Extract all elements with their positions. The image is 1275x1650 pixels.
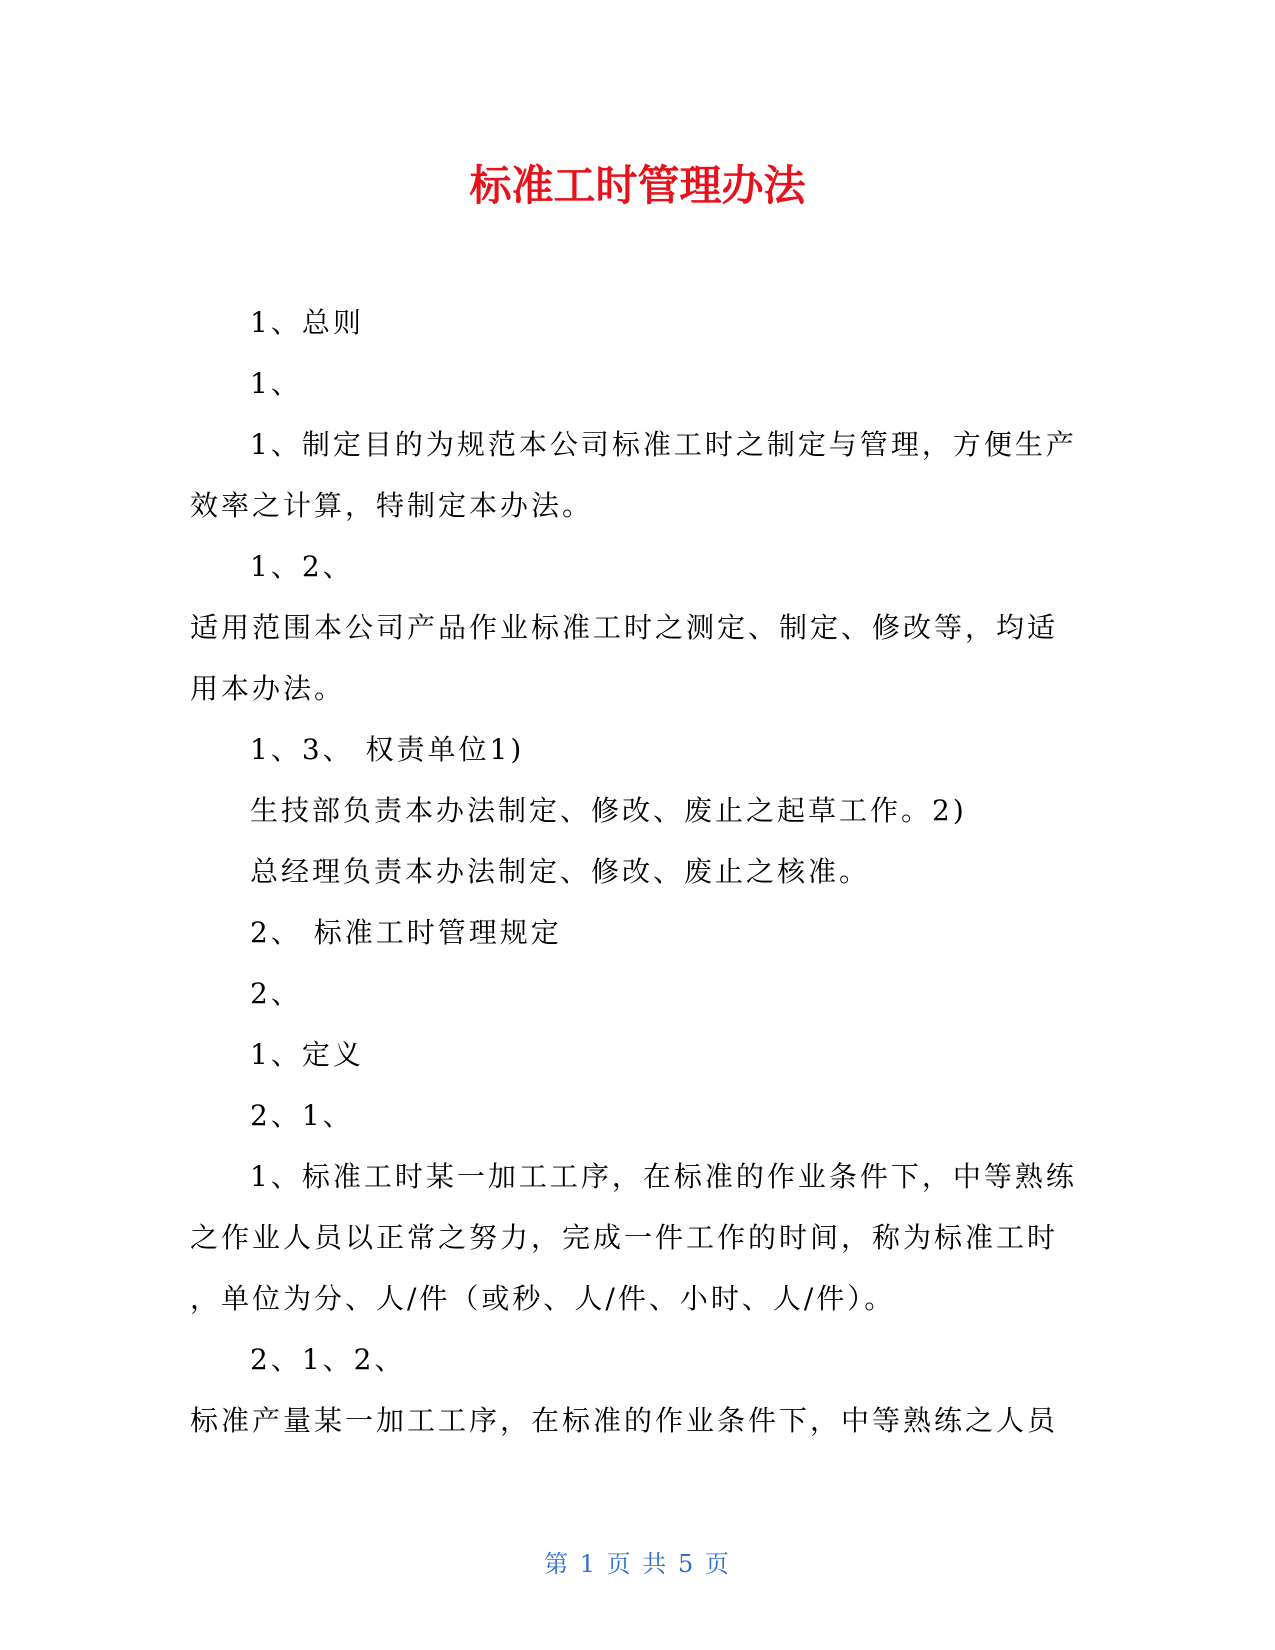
paragraph-line: 1、2、 [250, 550, 354, 583]
paragraph-line: 2、 [250, 977, 302, 1010]
paragraph-line: 用本办法。 [190, 672, 346, 705]
paragraph-line: 2、 标准工时管理规定 [250, 916, 562, 949]
paragraph-line: 总经理负责本办法制定、修改、废止之核准。 [250, 855, 871, 888]
document-body [190, 292, 1080, 1451]
paragraph-line: 适用范围本公司产品作业标准工时之测定、制定、修改等，均适 [190, 611, 1059, 644]
paragraph-line: 2、1、 [250, 1099, 354, 1132]
paragraph-line: 之作业人员以正常之努力，完成一件工作的时间，称为标准工时 [190, 1221, 1059, 1254]
paragraph-line: 1、制定目的为规范本公司标准工时之制定与管理，方便生产 [250, 428, 1077, 461]
paragraph-line: 1、定义 [250, 1038, 364, 1071]
paragraph-line: 生技部负责本办法制定、修改、废止之起草工作。2) [250, 794, 967, 827]
page-footer: 第 1 页 共 5 页 [544, 1550, 731, 1578]
paragraph-line: ，单位为分、人/件（或秒、人/件、小时、人/件）。 [190, 1282, 896, 1315]
paragraph-line: 1、标准工时某一加工工序，在标准的作业条件下，中等熟练 [250, 1160, 1077, 1193]
paragraph-line: 2、1、2、 [250, 1343, 406, 1376]
paragraph-line: 1、 [250, 367, 302, 400]
paragraph-line: 1、总则 [250, 306, 364, 339]
document-title: 标准工时管理办法 [469, 161, 806, 210]
paragraph-line: 1、3、 权责单位1) [250, 733, 525, 766]
paragraph-line: 效率之计算，特制定本办法。 [190, 489, 594, 522]
paragraph-line: 标准产量某一加工工序，在标准的作业条件下，中等熟练之人员 [190, 1404, 1059, 1437]
